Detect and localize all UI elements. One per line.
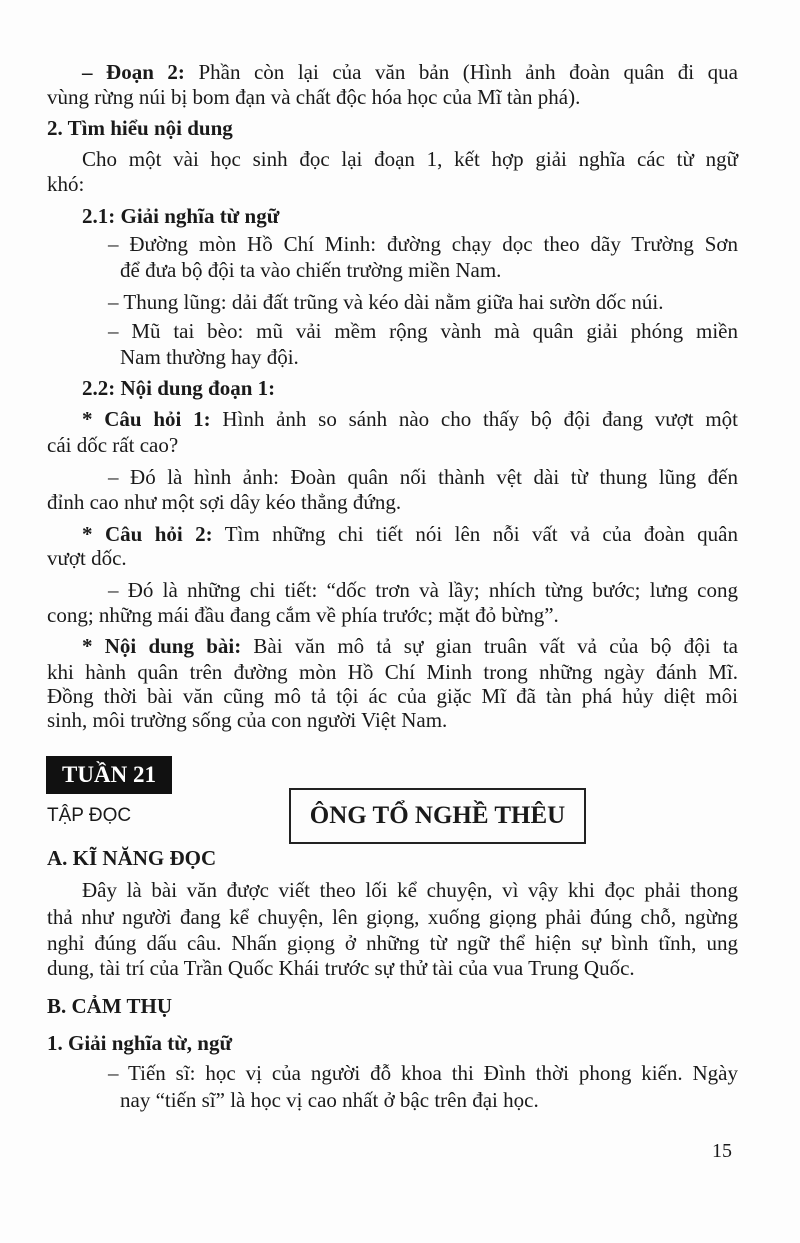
bold-label: – Đoạn 2:: [82, 60, 185, 84]
line-text: sinh, môi trường sống của con người Việt Nam.: [47, 708, 448, 732]
text-line: [120, 1087, 539, 1113]
line-text: cong; những mái đầu đang cắm về phía trước; mặt đỏ bừng”.: [47, 603, 559, 627]
text-line: [47, 432, 178, 458]
bold-label: * Câu hỏi 2:: [82, 522, 213, 546]
line-text: Phần còn lại của văn bản (Hình ảnh đoàn quân đi qua: [184, 60, 738, 84]
line-text: Hình ảnh so sánh nào cho thấy bộ đội đang vượt một: [210, 407, 738, 431]
heading-line: [47, 115, 233, 141]
line-text: vượt dốc.: [47, 546, 127, 570]
bold-label: * Nội dung bài:: [82, 634, 242, 658]
line-text: Cho một vài học sinh đọc lại đoạn 1, kết hợp giải nghĩa các từ ngữ: [82, 147, 738, 171]
line-text: Tìm những chi tiết nói lên nỗi vất vả của đoàn quân: [212, 522, 738, 546]
text-line: [108, 464, 738, 490]
line-text: để đưa bộ đội ta vào chiến trường miền Nam.: [120, 258, 502, 282]
line-text: khó:: [47, 172, 85, 196]
line-text: thả như người đang kể chuyện, lên giọng, xuống giọng phải đúng chỗ, ngừng: [47, 905, 738, 929]
line-text: Nam thường hay đội.: [120, 345, 299, 369]
text-line: [47, 602, 559, 628]
heading-line: [47, 993, 172, 1019]
line-text: Đồng thời bài văn cũng mô tả tội ác của giặc Mĩ đã tàn phá hủy diệt môi: [47, 684, 738, 708]
heading-line: [47, 845, 216, 871]
bold-label: 2.1: Giải nghĩa từ ngữ: [82, 204, 280, 228]
bold-label: 1. Giải nghĩa từ, ngữ: [47, 1031, 233, 1055]
bold-label: * Câu hỏi 1:: [82, 407, 211, 431]
line-text: – Đó là hình ảnh: Đoàn quân nối thành vệt dài từ thung lũng đến: [108, 465, 738, 489]
line-text: – Thung lũng: dải đất trũng và kéo dài nằm giữa hai sườn dốc núi.: [108, 290, 664, 314]
text-line: [47, 904, 738, 930]
heading-line: [82, 203, 279, 229]
bold-label: B. CẢM THỤ: [47, 994, 173, 1018]
text-line: [120, 344, 299, 370]
text-line: [82, 633, 738, 659]
text-line: [47, 84, 580, 110]
line-text: khi hành quân trên đường mòn Hồ Chí Minh trong những ngày đánh Mĩ.: [47, 660, 738, 684]
bold-label: 2.2: Nội dung đoạn 1:: [82, 376, 276, 400]
heading-line: [47, 1030, 232, 1056]
line-text: – Tiến sĩ: học vị của người đỗ khoa thi Đình thời phong kiến. Ngày: [108, 1061, 738, 1085]
line-text: dung, tài trí của Trần Quốc Khái trước sự thử tài của vua Trung Quốc.: [47, 956, 635, 980]
text-line: [82, 406, 738, 432]
text-line: [108, 1060, 738, 1086]
line-text: đỉnh cao như một sợi dây kéo thẳng đứng.: [47, 490, 402, 514]
line-text: – Đường mòn Hồ Chí Minh: đường chạy dọc theo dãy Trường Sơn: [108, 232, 738, 256]
line-text: – Mũ tai bèo: mũ vải mềm rộng vành mà quân giải phóng miền: [108, 319, 738, 343]
heading-line: [82, 375, 275, 401]
text-line: [47, 545, 127, 571]
text-line: [82, 877, 738, 903]
page-number: 15: [712, 1140, 732, 1162]
text-line: [47, 930, 738, 956]
text-line: [47, 659, 738, 685]
line-text: Đây là bài văn được viết theo lối kể chuyện, vì vậy khi đọc phải thong: [82, 878, 738, 902]
line-text: – Đó là những chi tiết: “dốc trơn và lầy; nhích từng bước; lưng cong: [108, 578, 738, 602]
line-text: cái dốc rất cao?: [47, 433, 179, 457]
text-line: [108, 231, 738, 257]
line-text: nay “tiến sĩ” là học vị cao nhất ở bậc trên đại học.: [120, 1088, 539, 1112]
text-line: [47, 683, 738, 709]
section-label: TẬP ĐỌC: [47, 805, 132, 826]
text-line: [47, 955, 635, 981]
line-text: Bài văn mô tả sự gian truân vất vả của bộ đội ta: [241, 634, 738, 658]
lesson-title: ÔNG TỔ NGHỀ THÊU: [289, 788, 586, 844]
line-text: nghỉ đúng dấu câu. Nhấn giọng ở những từ ngữ thể hiện sự bình tĩnh, ung: [47, 931, 738, 955]
text-line: [82, 59, 738, 85]
text-line: [82, 146, 738, 172]
bold-label: 2. Tìm hiểu nội dung: [47, 116, 233, 140]
text-line: [47, 171, 84, 197]
text-line: [82, 521, 738, 547]
text-line: [108, 318, 738, 344]
text-line: [47, 707, 447, 733]
bold-label: A. KĨ NĂNG ĐỌC: [47, 846, 217, 870]
week-label: TUẦN 21: [46, 756, 172, 794]
text-line: [47, 489, 401, 515]
text-line: [108, 577, 738, 603]
text-line: [120, 257, 501, 283]
line-text: vùng rừng núi bị bom đạn và chất độc hóa học của Mĩ tàn phá).: [47, 85, 581, 109]
text-line: [108, 289, 663, 315]
